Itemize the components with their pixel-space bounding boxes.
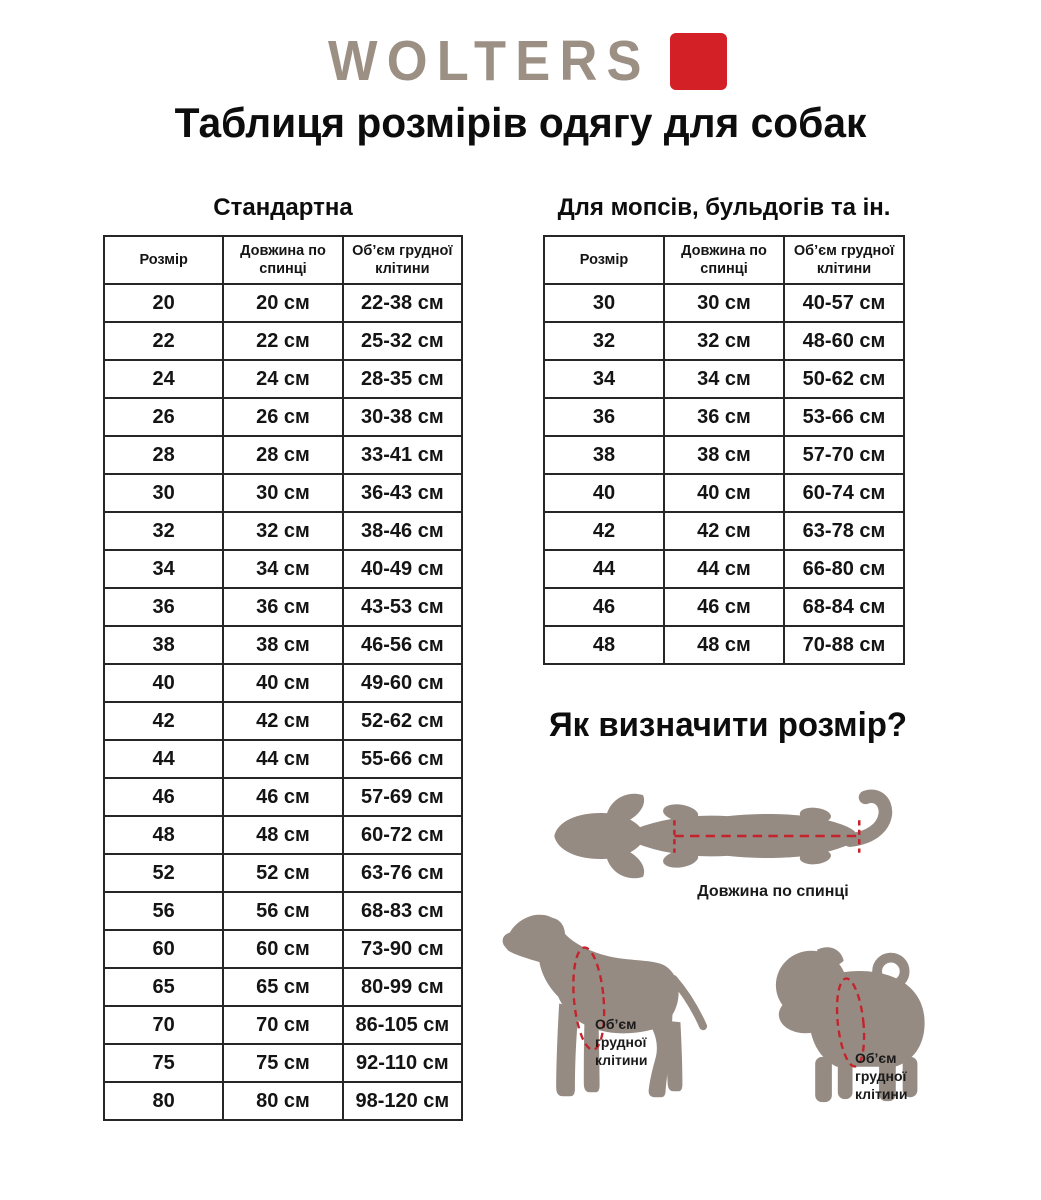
- table-cell: 42: [544, 512, 664, 550]
- table-cell: 57-69 см: [343, 778, 462, 816]
- table-cell: 26 см: [223, 398, 342, 436]
- table-row: [544, 588, 904, 626]
- table-cell: 30 см: [223, 474, 342, 512]
- table-cell: 22-38 см: [343, 284, 462, 322]
- table-cell: 26: [104, 398, 223, 436]
- table-cell: 33-41 см: [343, 436, 462, 474]
- table-cell: 38 см: [223, 626, 342, 664]
- table-row: [104, 474, 462, 512]
- table-cell: 40-49 см: [343, 550, 462, 588]
- table-cell: 20: [104, 284, 223, 322]
- table-row: [104, 398, 462, 436]
- table-row: [104, 550, 462, 588]
- table-cell: 40: [104, 664, 223, 702]
- table-cell: 56: [104, 892, 223, 930]
- table-cell: 25-32 см: [343, 322, 462, 360]
- column-header: Довжина по спинці: [223, 236, 342, 284]
- table-cell: 38 см: [664, 436, 784, 474]
- table-row: [544, 436, 904, 474]
- table-cell: 30 см: [664, 284, 784, 322]
- table-cell: 52 см: [223, 854, 342, 892]
- table-cell: 46: [544, 588, 664, 626]
- table-cell: 52-62 см: [343, 702, 462, 740]
- page-title: Таблиця розмірів одягу для собак: [174, 99, 867, 146]
- chest-label-pug: Об’єм грудної клітини: [855, 1050, 908, 1102]
- table-row: [104, 664, 462, 702]
- table-cell: 70: [104, 1006, 223, 1044]
- table-cell: 68-83 см: [343, 892, 462, 930]
- table-cell: 52: [104, 854, 223, 892]
- table-cell: 48 см: [664, 626, 784, 664]
- table-cell: 66-80 см: [784, 550, 904, 588]
- table-cell: 60: [104, 930, 223, 968]
- table-cell: 20 см: [223, 284, 342, 322]
- table-cell: 40-57 см: [784, 284, 904, 322]
- chest-label-large-dog: Об’єм грудної клітини: [595, 1016, 648, 1068]
- table-row: [104, 626, 462, 664]
- table-cell: 24 см: [223, 360, 342, 398]
- brand-logo: [0, 28, 1041, 94]
- guide-title: Як визначити розмір?: [548, 706, 908, 744]
- table-cell: 40: [544, 474, 664, 512]
- table-cell: 32: [544, 322, 664, 360]
- table-cell: 57-70 см: [784, 436, 904, 474]
- measuring-guide-section: [478, 700, 978, 1200]
- standard-table-section: [103, 194, 463, 1121]
- table-row: [544, 322, 904, 360]
- table-row: [104, 702, 462, 740]
- table-cell: 55-66 см: [343, 740, 462, 778]
- table-cell: 34: [544, 360, 664, 398]
- table-cell: 43-53 см: [343, 588, 462, 626]
- table-row: [544, 512, 904, 550]
- column-header: Об’єм грудної клітини: [784, 236, 904, 284]
- table-cell: 36 см: [664, 398, 784, 436]
- table-row: [544, 398, 904, 436]
- table-row: [544, 474, 904, 512]
- table-cell: 28 см: [223, 436, 342, 474]
- table-cell: 70 см: [223, 1006, 342, 1044]
- table-cell: 36 см: [223, 588, 342, 626]
- table-cell: 30: [104, 474, 223, 512]
- table-cell: 42 см: [223, 702, 342, 740]
- table-cell: 48: [104, 816, 223, 854]
- table-cell: 50-62 см: [784, 360, 904, 398]
- table-cell: 60-74 см: [784, 474, 904, 512]
- table-cell: 36: [544, 398, 664, 436]
- table-row: [104, 588, 462, 626]
- table-cell: 49-60 см: [343, 664, 462, 702]
- table-cell: 32 см: [664, 322, 784, 360]
- table-row: [104, 360, 462, 398]
- table-cell: 92-110 см: [343, 1044, 462, 1082]
- table-cell: 68-84 см: [784, 588, 904, 626]
- table-cell: 36-43 см: [343, 474, 462, 512]
- table-row: [544, 550, 904, 588]
- table-cell: 53-66 см: [784, 398, 904, 436]
- table-cell: 86-105 см: [343, 1006, 462, 1044]
- table-cell: 80-99 см: [343, 968, 462, 1006]
- table-cell: 32 см: [223, 512, 342, 550]
- table-cell: 22: [104, 322, 223, 360]
- table-cell: 38: [104, 626, 223, 664]
- back-length-label: Довжина по спинці: [697, 883, 849, 900]
- table-cell: 28: [104, 436, 223, 474]
- table-cell: 73-90 см: [343, 930, 462, 968]
- column-header: Розмір: [544, 236, 664, 284]
- table-cell: 46-56 см: [343, 626, 462, 664]
- standard-table-caption: Стандартна: [213, 194, 353, 221]
- table-cell: 75: [104, 1044, 223, 1082]
- pugs-size-table: [543, 235, 905, 665]
- table-cell: 48 см: [223, 816, 342, 854]
- table-cell: 38: [544, 436, 664, 474]
- table-cell: 30-38 см: [343, 398, 462, 436]
- table-row: [104, 1044, 462, 1082]
- table-row: [104, 816, 462, 854]
- table-row: [104, 854, 462, 892]
- table-cell: 63-76 см: [343, 854, 462, 892]
- column-header: Довжина по спинці: [664, 236, 784, 284]
- table-cell: 80: [104, 1082, 223, 1120]
- table-cell: 46 см: [223, 778, 342, 816]
- table-cell: 34 см: [664, 360, 784, 398]
- table-cell: 48-60 см: [784, 322, 904, 360]
- table-row: [104, 322, 462, 360]
- table-cell: 60 см: [223, 930, 342, 968]
- table-cell: 22 см: [223, 322, 342, 360]
- header-row: [104, 236, 462, 284]
- table-row: [104, 512, 462, 550]
- table-row: [104, 436, 462, 474]
- header-row: [544, 236, 904, 284]
- table-cell: 48: [544, 626, 664, 664]
- table-cell: 46: [104, 778, 223, 816]
- table-cell: 42 см: [664, 512, 784, 550]
- table-cell: 32: [104, 512, 223, 550]
- brand-logo-text: WOLTERS: [327, 28, 651, 93]
- table-row: [544, 284, 904, 322]
- pugs-table-caption: Для мопсів, бульдогів та ін.: [557, 194, 891, 221]
- table-cell: 56 см: [223, 892, 342, 930]
- table-row: [104, 1006, 462, 1044]
- table-cell: 46 см: [664, 588, 784, 626]
- table-cell: 40 см: [664, 474, 784, 512]
- table-row: [104, 930, 462, 968]
- table-cell: 30: [544, 284, 664, 322]
- table-row: [104, 892, 462, 930]
- table-cell: 60-72 см: [343, 816, 462, 854]
- table-row: [104, 1082, 462, 1120]
- table-cell: 28-35 см: [343, 360, 462, 398]
- table-cell: 36: [104, 588, 223, 626]
- table-cell: 44 см: [223, 740, 342, 778]
- table-cell: 44: [104, 740, 223, 778]
- table-cell: 63-78 см: [784, 512, 904, 550]
- table-row: [104, 740, 462, 778]
- table-cell: 44 см: [664, 550, 784, 588]
- table-row: [544, 360, 904, 398]
- table-row: [104, 968, 462, 1006]
- table-row: [104, 284, 462, 322]
- brand-red-square-icon: [670, 33, 727, 90]
- large-dog-silhouette: [500, 900, 712, 1112]
- column-header: Розмір: [104, 236, 223, 284]
- table-cell: 70-88 см: [784, 626, 904, 664]
- table-cell: 42: [104, 702, 223, 740]
- table-cell: 24: [104, 360, 223, 398]
- table-cell: 44: [544, 550, 664, 588]
- table-cell: 75 см: [223, 1044, 342, 1082]
- table-row: [544, 626, 904, 664]
- pugs-table-section: [543, 194, 905, 665]
- table-row: [104, 778, 462, 816]
- standard-size-table: [103, 235, 463, 1121]
- table-cell: 98-120 см: [343, 1082, 462, 1120]
- table-cell: 80 см: [223, 1082, 342, 1120]
- table-cell: 65 см: [223, 968, 342, 1006]
- table-cell: 38-46 см: [343, 512, 462, 550]
- table-cell: 65: [104, 968, 223, 1006]
- large-dog-body: [503, 915, 704, 1098]
- table-cell: 40 см: [223, 664, 342, 702]
- table-cell: 34: [104, 550, 223, 588]
- column-header: Об’єм грудної клітини: [343, 236, 462, 284]
- table-cell: 34 см: [223, 550, 342, 588]
